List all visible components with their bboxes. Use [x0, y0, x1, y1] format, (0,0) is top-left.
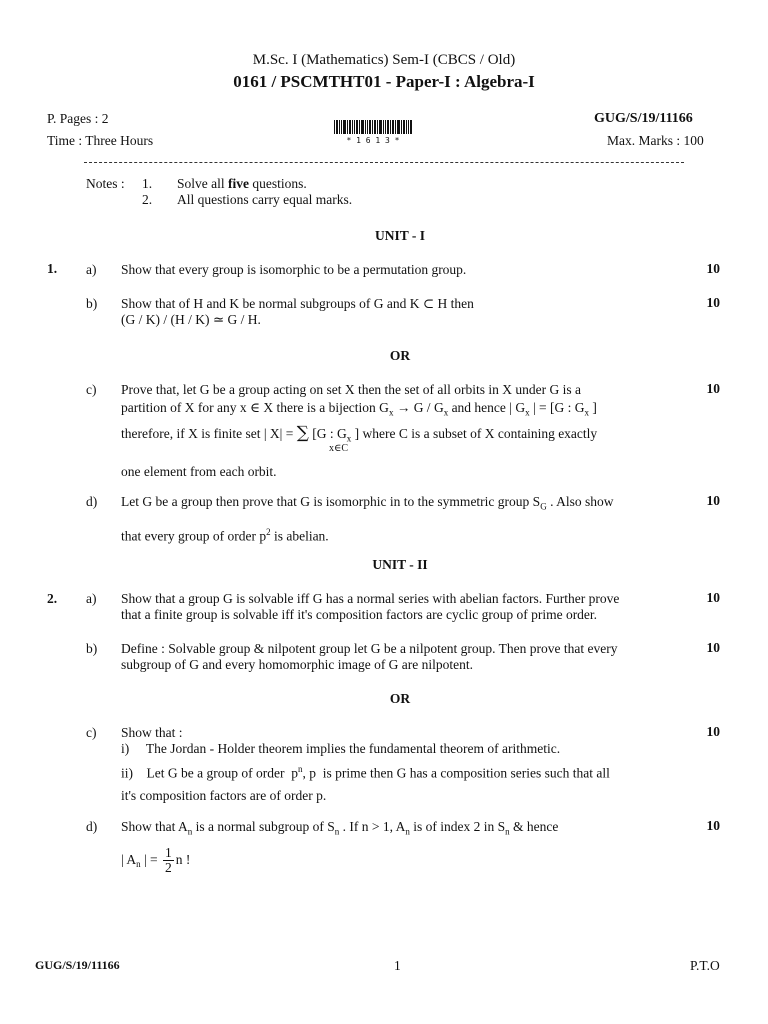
q1b-text: Show that of H and K be normal subgroups of G and K ⊂ H then (G / K) / (H / K) ≃ G / H. [121, 296, 474, 327]
q2d-marks: 10 [706, 818, 720, 833]
note-1-number: 1. [142, 176, 153, 191]
q2a-marks: 10 [706, 590, 720, 605]
q2c-marks: 10 [706, 724, 720, 739]
q2a-text: Show that a group G is solvable iff G has a normal series with abelian factors. Further prove that a finite group is solvable iff it's composition factors are cyclic group of prime order. [121, 591, 620, 622]
header-divider [84, 162, 684, 163]
unit-2-heading: UNIT - II [372, 557, 428, 572]
q1a-marks: 10 [706, 261, 720, 276]
note-1: Solve all five questions. [177, 176, 307, 191]
q1c-text: Prove that, let G be a group acting on set X then the set of all orbits in X under G is a partition of X for any x ∈ X there is a bijection $G_x \to G / G_x$ and hence | $G_x$ | = [G : $G_x$ ] therefore, if X is finite set | X| = ∑ [G : $G_x$ ] where C is a subset of X containing exactly x∈C one element from each orbit. [121, 382, 598, 480]
exam-time: Time : Three Hours [47, 133, 154, 148]
note-2: All questions carry equal marks. [177, 192, 353, 207]
q2d-text: Show that $A_n$ is a normal subgroup of $S_n$ . If n > 1, $A_n$ is of index 2 in $S_n$ & hence | A $_n$ | = $\frac{1}{2}$ n ! [121, 819, 559, 875]
q2b-label: b) [86, 641, 98, 656]
please-turn-over: P.T.O [690, 958, 720, 973]
or-separator-1: OR [389, 348, 411, 363]
q1c-label: c) [86, 382, 97, 397]
notes-label: Notes : [86, 176, 125, 191]
barcode [334, 120, 412, 134]
q1d-label: d) [86, 494, 98, 509]
question-2-number: 2. [47, 591, 58, 606]
q2c-text: Show that : i) The Jordan - Holder theorem implies the fundamental theorem of arithmetic. ii) Let G be a group of order $p^n$, p is prime then G has a composition series such that all it's composition factors are of order p. [121, 725, 610, 803]
q2d-label: d) [86, 819, 98, 834]
q2b-marks: 10 [706, 640, 720, 655]
question-1-number: 1. [47, 261, 58, 276]
q1a-label: a) [86, 262, 97, 277]
q1c-marks: 10 [706, 381, 720, 396]
q1d-text: Let G be a group then prove that G is isomorphic in to the symmetric group $S_G$ . Also show that every group of order $p^2$ is abelian. [121, 494, 614, 544]
q1b-label: b) [86, 296, 98, 311]
barcode-text: * 1 6 1 3 * [346, 136, 400, 145]
unit-1-heading: UNIT - I [374, 228, 425, 243]
q1b-marks: 10 [706, 295, 720, 310]
paper-code: GUG/S/19/11166 [594, 111, 693, 126]
note-2-number: 2. [142, 192, 153, 207]
footer-paper-code: GUG/S/19/11166 [35, 958, 120, 972]
max-marks: Max. Marks : 100 [607, 133, 704, 148]
q2a-label: a) [86, 591, 97, 606]
page-count: P. Pages : 2 [47, 111, 109, 126]
fraction-one-half: $\frac{1}{2}$ [165, 844, 172, 875]
summation-symbol: ∑ [296, 422, 309, 443]
paper-title: 0161 / PSCMTHT01 - Paper-I : Algebra-I [233, 72, 535, 91]
q1a-text: Show that every group is isomorphic to be a permutation group. [121, 262, 467, 277]
or-separator-2: OR [389, 691, 411, 706]
q2c-label: c) [86, 725, 97, 740]
q2b-text: Define : Solvable group & nilpotent group let G be a nilpotent group. Then prove that every subgroup of G and every homomorphic image of G are nilpotent. [121, 641, 618, 672]
q1d-marks: 10 [706, 493, 720, 508]
course-title: M.Sc. I (Mathematics) Sem-I (CBCS / Old) [252, 52, 516, 68]
page-number: 1 [394, 958, 401, 973]
